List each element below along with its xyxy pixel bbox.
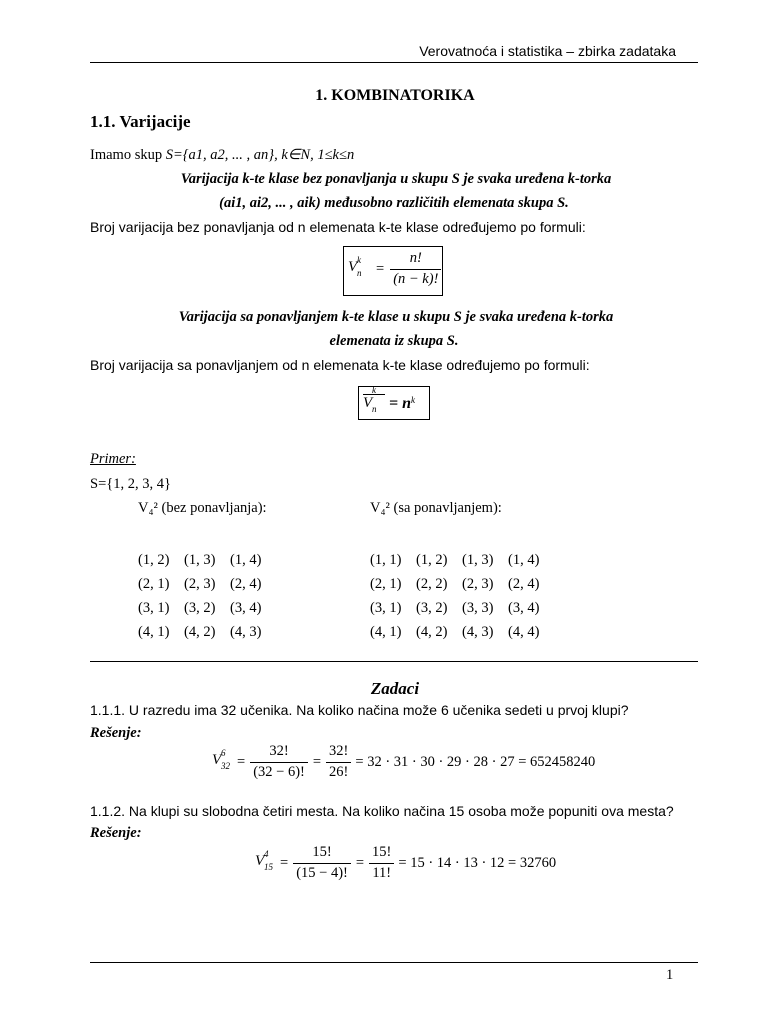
list-item: (3, 1) (3, 2) (3, 3) (3, 4) xyxy=(370,599,540,616)
task-2-fraction-2: $\frac{15!}{11!}$ xyxy=(369,845,394,882)
intro-line xyxy=(90,148,354,163)
definition-1-line-2: (ai1, ai2, ... , aik) međusobno različitih elemenata skupa S. xyxy=(219,195,569,211)
example-set: S={1, 2, 3, 4} xyxy=(90,476,171,492)
task-1-solution-label: Rešenje: xyxy=(90,725,142,741)
variation-with-repetition-symbol: V k n xyxy=(363,394,385,413)
footer-rule xyxy=(90,962,698,963)
list-item: (4, 1) (4, 2) (4, 3) (4, 4) xyxy=(370,623,540,640)
tasks-title: Zadaci xyxy=(370,679,420,698)
intro-set: S={a1, a2, ... , an}, k∈N, 1≤k≤n xyxy=(165,147,355,163)
variation-symbol: V 4 15 xyxy=(255,849,273,873)
task-2-text: 1.1.2. Na klupi su slobodna četiri mesta. Na koliko načina 15 osoba može popuniti ova mesta? xyxy=(90,803,674,819)
definition-2-line-1: Varijacija sa ponavljanjem k-te klase u skupu S je svaka uređena k-torka xyxy=(178,309,614,325)
example-right-table xyxy=(370,548,554,644)
list-item: (2, 1) (2, 3) (2, 4) xyxy=(138,575,262,592)
variation-symbol: V k n xyxy=(348,255,362,279)
formula-1-fraction: $\frac{n!}{(n - k)!}$ xyxy=(390,251,441,288)
definition-2-line-2: elemenata iz skupa S. xyxy=(329,333,459,349)
formula-1-intro: Broj varijacija bez ponavljanja od n elemenata k-te klase određujemo po formuli: xyxy=(90,219,586,235)
task-1-text: 1.1.1. U razredu ima 32 učenika. Na koliko načina može 6 učenika sedeti u prvoj klupi? xyxy=(90,702,629,718)
definition-1-line-1: Varijacija k-te klase bez ponavljanja u skupu S je svaka uređena k-torka xyxy=(180,171,612,187)
task-2-result: = 15 · 14 · 13 · 12 = 32760 xyxy=(398,854,557,871)
formula-2: V k n = n $^k$ xyxy=(363,385,416,414)
formula-1: V k n = $\frac{n!}{(n - k)!}$ xyxy=(348,251,441,288)
list-item: (2, 1) (2, 2) (2, 3) (2, 4) xyxy=(370,575,540,592)
formula-2-intro: Broj varijacija sa ponavljanjem od n elemenata k-te klase određujemo po formuli: xyxy=(90,357,590,373)
list-item: (1, 2) (1, 3) (1, 4) xyxy=(138,551,262,568)
example-label: Primer: xyxy=(90,451,136,467)
task-1-fraction-2: $\frac{32!}{26!}$ xyxy=(326,744,351,781)
task-2-solution-label: Rešenje: xyxy=(90,825,142,841)
formula-2-box xyxy=(358,386,430,420)
variation-symbol: V 6 32 xyxy=(212,748,230,772)
list-item: (4, 1) (4, 2) (4, 3) xyxy=(138,623,262,640)
formula-1-box xyxy=(343,246,443,296)
section-divider xyxy=(90,661,698,662)
example-left-heading: V₄² (bez ponavljanja): xyxy=(138,500,267,516)
section-title: 1.1. Varijacije xyxy=(90,112,191,131)
task-1-result: = 32 · 31 · 30 · 29 · 28 · 27 = 652458240 xyxy=(355,753,596,770)
list-item: (3, 1) (3, 2) (3, 4) xyxy=(138,599,262,616)
intro-prefix: Imamo skup xyxy=(90,147,166,163)
task-2-formula: V 4 15 = $\frac{15!}{(15 - 4)!}$ = $\frac{15!}{11!}$ = 15 · 14 · 13 · 12 = 32760 xyxy=(255,844,557,881)
example-right-heading: V₄² (sa ponavljanjem): xyxy=(370,500,502,516)
task-1-fraction-1: $\frac{32!}{(32 - 6)!}$ xyxy=(250,744,308,781)
running-header: Verovatnoća i statistika – zbirka zadataka xyxy=(419,43,676,59)
list-item: (1, 1) (1, 2) (1, 3) (1, 4) xyxy=(370,551,540,568)
task-1-formula: V 6 32 = $\frac{32!}{(32 - 6)!}$ = $\frac{32!}{26!}$ = 32 · 31 · 30 · 29 · 28 · 27 = 652458240 xyxy=(212,743,596,780)
example-left-table xyxy=(138,548,276,644)
page-number: 1 xyxy=(666,967,674,983)
chapter-title: 1. KOMBINATORIKA xyxy=(315,87,475,104)
header-rule xyxy=(90,62,698,63)
task-2-fraction-1: $\frac{15!}{(15 - 4)!}$ xyxy=(293,845,351,882)
